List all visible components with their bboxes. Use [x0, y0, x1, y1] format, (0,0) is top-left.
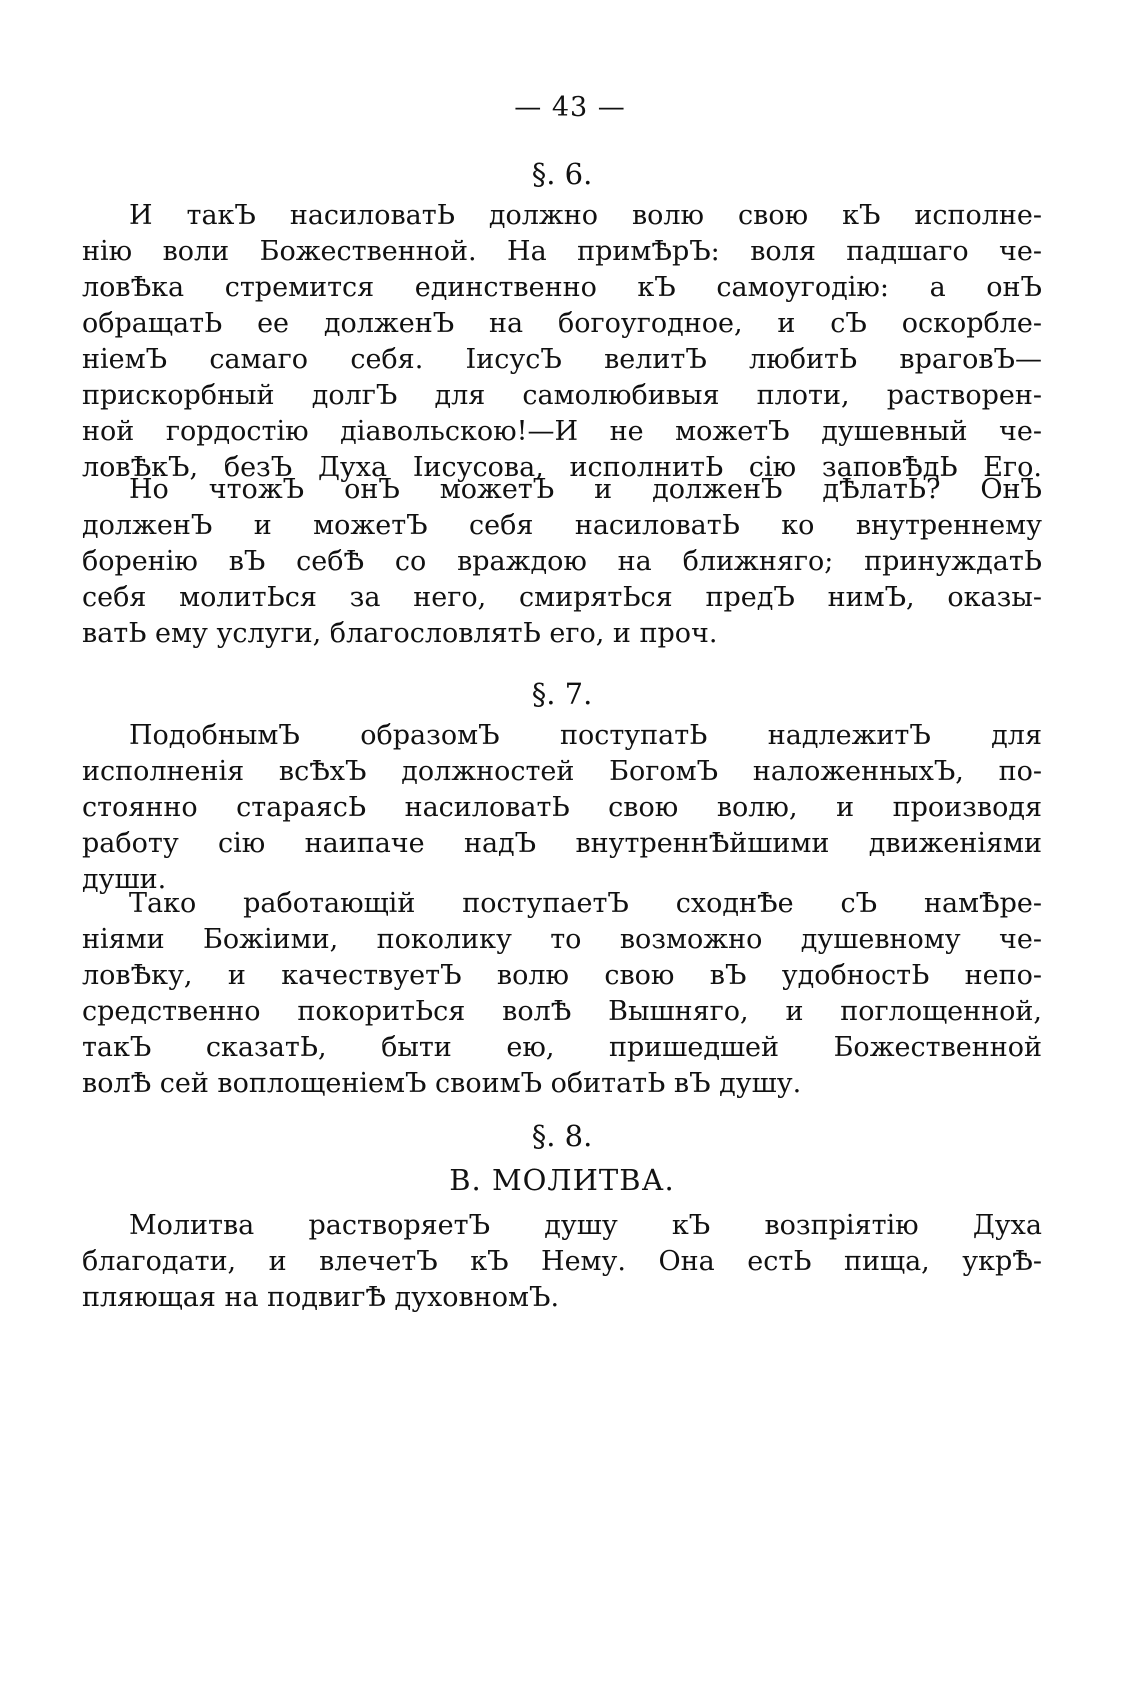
text-line: средственно покоритЬся волѢ Вышняго, и поглощенной,: [82, 996, 1042, 1027]
text-line: прискорбный долгЪ для самолюбивыя плоти, растворен-: [82, 380, 1042, 411]
text-line: такЪ сказатЬ, быти ею, пришедшей Божественной: [82, 1032, 1042, 1063]
text-line: пляющая на подвигѢ духовномЪ.: [82, 1282, 560, 1313]
section-heading-8: §. 8.: [531, 1119, 593, 1153]
section-6-paragraph-1: [82, 198, 1042, 486]
chapter-title: В. МОЛИТВА.: [449, 1163, 675, 1197]
text-line: ной гордостію діавольскою!—И не можетЪ душевный че-: [82, 416, 1042, 447]
text-line: обращатЬ ее долженЪ на богоугодное, и сЪ оскорбле-: [82, 308, 1042, 339]
section-heading-7: §. 7.: [531, 677, 593, 711]
section-7-paragraph-1: [82, 718, 1042, 898]
text-line: Молитва растворяетЪ душу кЪ возпріятію Духа: [129, 1210, 1042, 1241]
text-line: работу сію наипаче надЪ внутреннѢйшими движеніями: [82, 828, 1042, 859]
text-line: благодати, и влечетЪ кЪ Нему. Она естЬ пища, укрѢ-: [82, 1246, 1042, 1277]
text-line: стоянно стараясЬ насиловатЬ свою волю, и производя: [82, 792, 1042, 823]
text-line: ніями Божіими, поколику то возможно душевному че-: [82, 924, 1042, 955]
text-line: ловѢка стремится единственно кЪ самоугодію: а онЪ: [82, 272, 1042, 303]
text-line: боренію вЪ себѢ со враждою на ближняго; принуждатЬ: [82, 546, 1042, 577]
text-line: И такЪ насиловатЬ должно волю свою кЪ исполне-: [129, 200, 1042, 231]
text-line: ПодобнымЪ образомЪ поступатЬ надлежитЪ для: [129, 720, 1042, 751]
section-6-paragraph-2: [82, 472, 1042, 652]
section-8-paragraph-1: [82, 1208, 1042, 1316]
text-line: нію воли Божественной. На примѢрЪ: воля падшаго че-: [82, 236, 1042, 267]
text-line: Тако работающій поступаетЪ сходнѢе сЪ намѢре-: [129, 888, 1042, 919]
text-line: себя молитЬся за него, смирятЬся предЪ нимЪ, оказы-: [82, 582, 1042, 613]
text-line: Но чтожЪ онЪ можетЪ и долженЪ дѢлатЬ? ОнЪ: [129, 474, 1042, 505]
text-line: ловѢку, и качествуетЪ волю свою вЪ удобностЬ непо-: [82, 960, 1042, 991]
text-line: волѢ сей воплощеніемЪ своимЪ обитатЬ вЪ душу.: [82, 1068, 802, 1099]
text-line: ловѢкЪ, безЪ Духа Іисусова, исполнитЬ сію заповѢдЬ Его.: [82, 452, 1042, 483]
text-line: долженЪ и можетЪ себя насиловатЬ ко внутреннему: [82, 510, 1042, 541]
text-line: ніемЪ самаго себя. ІисусЪ велитЪ любитЬ враговЪ—: [82, 344, 1042, 375]
section-heading-6: §. 6.: [531, 157, 593, 191]
text-line: ватЬ ему услуги, благословлятЬ его, и проч.: [82, 618, 718, 649]
text-line: исполненія всѢхЪ должностей БогомЪ наложенныхЪ, по-: [82, 756, 1042, 787]
text-line: души.: [82, 864, 167, 895]
page-number: — 43 —: [514, 92, 626, 123]
section-7-paragraph-2: [82, 886, 1042, 1102]
